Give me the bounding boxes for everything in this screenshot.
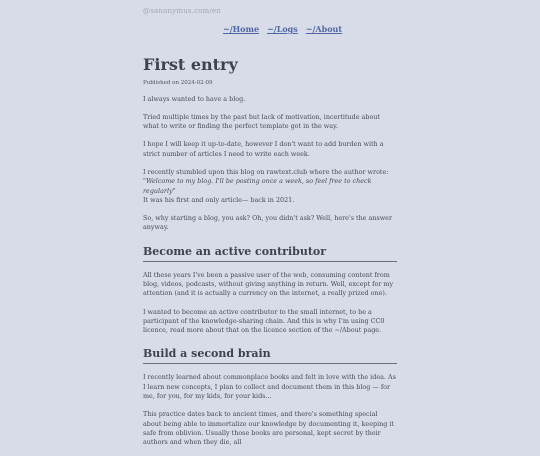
paragraph: I recently learned about commonplace books and felt in love with the idea. As I learn new concepts, I plan to collect and document them in this blog — for me, for you, for my kids, for your kids... <box>143 373 396 400</box>
paragraph: I hope I will keep it up-to-date, however I don't want to add burden with a strict number of articles I need to write each week. <box>143 140 384 158</box>
nav-home-link[interactable]: ~/Home <box>223 24 260 34</box>
paragraph: Tried multiple times by the past but lack of motivation, incertitude about what to write or finding the perfect template got in the way. <box>143 112 380 131</box>
quote-intro: I recently stumbled upon this blog on rawtext.club where the author wrote: <box>143 168 389 176</box>
main-nav <box>223 24 342 34</box>
blog-quote: "Welcome to my blog. I'll be posting once a week, so feel free to check regularly" <box>143 177 372 195</box>
paragraph: I wanted to become an active contributor to the small internet, to be a participant of the knowledge-sharing chain. And this is why I'm using CC0 licence, read more about that on the licence section of the ~/About page. <box>143 307 385 335</box>
paragraph: All these years I've been a passive user of the web, consuming content from blog, videos, podcasts, without giving anything in return. Well, except for my attention (and it is actually a currency on the internet, a really prized one). <box>143 270 394 298</box>
post-date: Published on 2024-02-09 <box>143 79 213 86</box>
paragraph: So, why starting a blog, you ask? Oh, you didn't ask? Well, here's the answer anyway. <box>143 214 393 232</box>
site-domain: @sanonymus.com/en <box>143 7 222 15</box>
section-heading-second-brain: Build a second brain <box>143 347 397 364</box>
post-article <box>143 56 397 456</box>
nav-about-link[interactable]: ~/About <box>305 24 343 34</box>
quote-paragraph <box>143 168 397 205</box>
post-title: First entry <box>143 55 238 74</box>
paragraph: This practice dates back to ancient times, and there's something special about being able to immortalize our knowledge by documenting it, keeping it safe from oblivion. Usually those books are personal, kept secret by their authors and when they die, all <box>143 410 394 447</box>
section-heading-contributor: Become an active contributor <box>143 245 397 262</box>
paragraph: I always wanted to have a blog. <box>143 94 246 103</box>
nav-logs-link[interactable]: ~/Logs <box>267 24 298 34</box>
quote-end: It was his first and only article— back in 2021. <box>143 195 295 204</box>
